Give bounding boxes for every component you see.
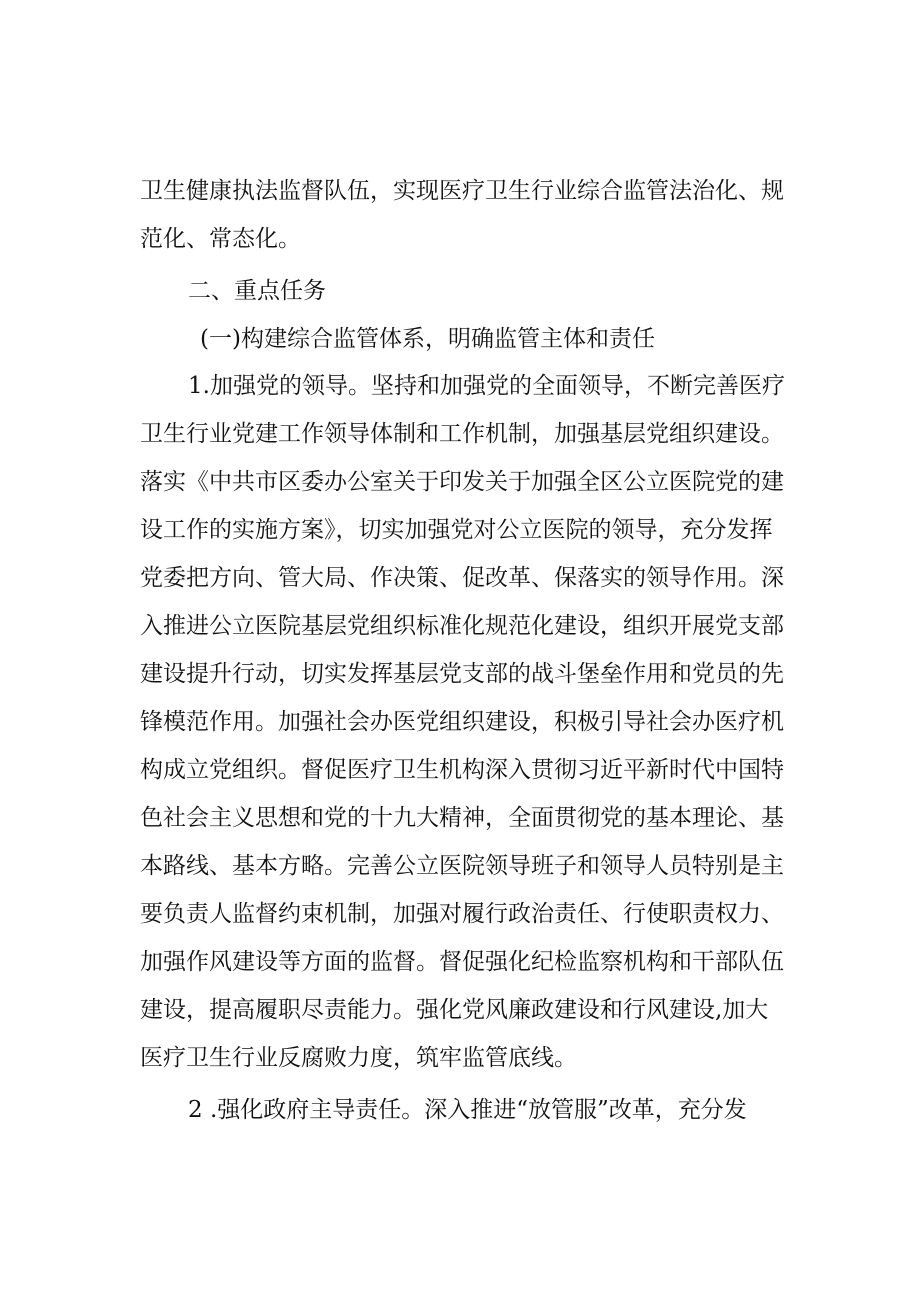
paragraph-line: 医疗卫生行业反腐败力度，筑牢监管底线。 — [140, 1045, 577, 1071]
paragraph-line: 1.加强党的领导。坚持和加强党的全面领导，不断完善医疗 — [188, 373, 785, 399]
paragraph-line: 要负责人监督约束机制，加强对履行政治责任、行使职责权力、 — [140, 901, 784, 927]
paragraph-line: 加强作风建设等方面的监督。督促强化纪检监察机构和干部队伍 — [140, 949, 784, 975]
paragraph-line: 建设，提高履职尽责能力。强化党风廉政建设和行风建设,加大 — [140, 997, 769, 1023]
paragraph-line: 构成立党组织。督促医疗卫生机构深入贯彻习近平新时代中国特 — [140, 757, 784, 783]
paragraph-line: 建设提升行动，切实发挥基层党支部的战斗堡垒作用和党员的先 — [140, 661, 784, 687]
paragraph-line: 2 .强化政府主导责任。深入推进“放管服”改革，充分发 — [188, 1097, 747, 1123]
paragraph-line: 党委把方向、管大局、作决策、促改革、保落实的领导作用。深 — [140, 565, 784, 591]
subsection-heading: (一)构建综合监管体系，明确监管主体和责任 — [200, 326, 655, 352]
paragraph-line: 入推进公立医院基层党组织标准化规范化建设，组织开展党支部 — [140, 613, 784, 639]
paragraph-line: 落实《中共市区委办公室关于印发关于加强全区公立医院党的建 — [140, 469, 784, 495]
paragraph-line: 卫生行业党建工作领导体制和工作机制，加强基层党组织建设。 — [140, 421, 784, 447]
paragraph-line: 本路线、基本方略。完善公立医院领导班子和领导人员特别是主 — [140, 853, 784, 879]
section-heading: 二、重点任务 — [188, 278, 326, 304]
paragraph-line: 色社会主义思想和党的十九大精神，全面贯彻党的基本理论、基 — [140, 805, 784, 831]
paragraph-line: 范化、常态化。 — [140, 226, 301, 252]
paragraph-line: 锋模范作用。加强社会办医党组织建设，积极引导社会办医疗机 — [140, 709, 784, 735]
paragraph-line: 卫生健康执法监督队伍，实现医疗卫生行业综合监管法治化、规 — [140, 178, 784, 204]
paragraph-line: 设工作的实施方案》，切实加强党对公立医院的领导，充分发挥 — [140, 517, 773, 543]
